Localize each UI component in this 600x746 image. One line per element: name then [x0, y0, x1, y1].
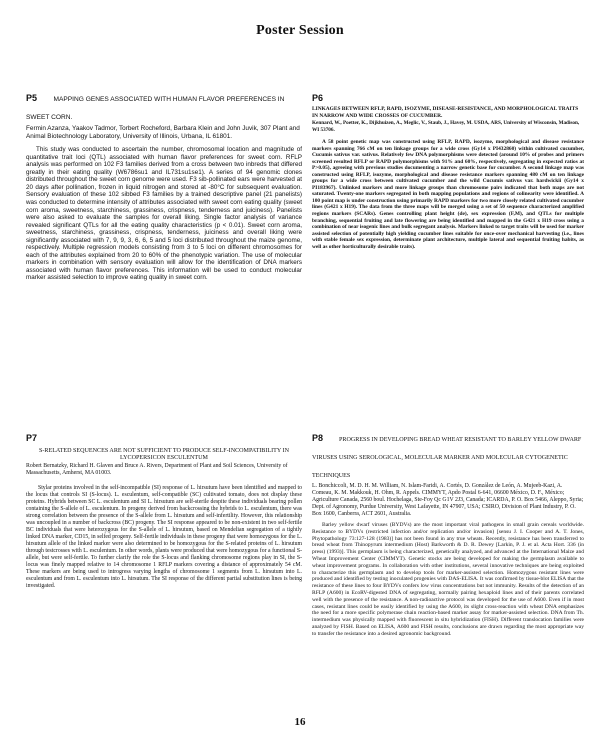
- abstract-number: P7: [26, 433, 38, 443]
- abstract-heading: [26, 88, 302, 124]
- abstract-body: A 58 point genetic map was constructed using RFLP, RAPD, isozyme, morphological and disease resistance markers spanning 766 cM on ten linkage groups for a wide cross (Gy14 x PI432860) within cultivated cucumber, Cucumis sativus var. sativus. Relatively few DNA polymorphisms were detected (around 10% of probes and primers screened resulted RFLP or RAPD polymorphisms with 91% and 60%, respectively, segregating in expected ratios at P>0.05), agreeing with previous studies documenting a narrow genetic base for cucumber. A second linkage map was constructed using RFLP, isozyme, morphological and disease resistance markers spanning 480 cM on ten linkage groups for a wide cross between cultivated cucumber and the wild Cucumis sativus var. hardwickii (Gy14 x PI183967). Unlinked markers and more linkage groups than chromosome pairs indicated that both maps are not saturated. Twenty-one markers segregated in both mapping populations and regions of colinearity were identified. A 100 point map is under construction using primarily RAPD markers for two more closely related cultivated cucumber lines (G421 x H19). The data from the three maps will be merged using a set of 50 sequence characterized amplified regions markers (SCARs). Genes controlling plant height (de), sex expression (F,M), and QTLs for multiple branching, sequential fruiting and late flowering are being identified and mapped in the G421 x H19 cross using a combination of near isogenic lines and bulk segregant analysis. Markers linked to target traits will be used for marker assisted selection of potentially high yielding cucumber lines suitable for once-over mechanical harvesting (i.e., lines with stable female sex expression, determinate plant architecture, multiple lateral and sequential fruiting habits, as well as other horticulturally desirable traits).: [312, 139, 584, 250]
- abstract-number: P8: [312, 433, 324, 443]
- abstract-title: LINKAGES BETWEEN RFLP, RAPD, ISOZYME, DISEASE-RESISTANCE, AND MORPHOLOGICAL TRAITS IN NARROW AND WIDE CROSSES OF CUCUMBER.: [312, 106, 579, 119]
- abstract-body: Stylar proteins involved in the self-incompatible (SI) response of L. hirsutum have been identified and mapped to the locus that controls SI (S-locus). L. esculentum, self-compatible (SC) cultivated tomato, does not display these proteins. Hybrids between SC L. esculentum and SI L. hirsutum are self-sterile despite these individuals bearing pollen containing the S-allele of L. esculentum. In progeny derived from backcrossing the hybrids to L. esculentum, there was strong correlation between the presence of the S-allele from L. hirsutum and self-infertility. However, this relationship was uncoupled in a number of backcross (BC) progeny. The SI response appeared to be non-existent in two self-fertile BC individuals that were heterozygous for the S-allele of L. hirsutum, based on Mendelian segregation of a tightly linked DNA marker, CD15, in selfed progeny. Self-fertile individuals in these progeny that were homozygous for the L. hirsutum allele of the linked marker were also determined to be homozygous for the S-related proteins of L. hirsutum through testcrosses with L. esculentum. In other words, plants were produced that were homozygous for a functional S-allele, but were self-fertile. To further clarify the role the S-locus and flanking chromosome regions play in SI, the S-locus was finely mapped relative to 14 chromosome 1 RFLP markers covering a distance of approximately 54 cM. These markers are being used to introgress varying lengths of chromosome 1 segments from L. hirsutum into L. esculentum and from L. esculentum into L. hirsutum. The SI response of the different partial substitution lines is being investigated.: [26, 485, 302, 589]
- abstract-title: S-RELATED SEQUENCES ARE NOT SUFFICIENT TO PRODUCE SELF-INCOMPATIBILITY IN LYCOPERSICON ESCULENTUM: [39, 448, 289, 462]
- abstract-p5: [26, 88, 302, 388]
- abstract-body: Barley yellow dwarf viruses (BYDVs) are the most important viral pathogens in small grain cereals worldwide. Resistance to BYDVs (restricted infection and/or replication and/or invasion) [sensu J. I. Cooper and A. T. Jones, Phytopathology 73:127-128 (1983)] has not been found in any true wheats. Recently, resistance has been transferred to bread wheat from Thinopyrum intermedium (Host) Barkworth & D. R. Dewey [Larkin, P. J. et al. Acta Hort. 336 (in press) (1993)]. This germplasm is being characterized, genetically analyzed, and advanced at the International Maize and Wheat Improvement Center (CIMMYT). Genetic stocks are being developed for making the germplasm available to wheat improvement programs. In collaboration with other institutions, several innovative techniques are being exploited to characterize this germplasm and to develop tools for marker-assisted selection. Homozygous resistant lines were produced and identified by testing inoculated progenies with DAS-ELISA. It was confirmed by tissue-blot ELISA that the resistance of these lines to four BYDVs confers low virus concentrations but not immunity. Results of the detection of an RFLP (A600) in EcoRV-digested DNA of segregating, normally pairing hexaploid lines and of their parents correlated well with the presence of the resistance. A non-radioactive protocol was developed for the use of A600. Even if in most cases, resistant lines could be easily identified by using the A600, its slight cross-reaction with wheat DNA emphasizes the need for a more specific polymerase chain reaction-based marker assay for marker-assisted selection. DNA from Th. intermedium was physically mapped with fluorescent in situ hybridization (FISH). Different translocation families were analyzed by FISH. Based on ELISA, A600 and FISH results, conclusions are drawn regarding the most appropriate way to transfer the resistance into a desired agronomic background.: [312, 522, 584, 637]
- abstract-authors: L. Bonchiccoli, M. D. H. M. William, N. Islam-Faridi, A. Cortés, D. González de León, A. Mujeeb-Kazi, A. Comeau, K. M. Makkouk, H. Ohm, R. Appels. CIMMYT, Apdo Postal 6-641, 06600 México, D. F., México; Agriculture Canada, 2560 boul. Hochelaga, Ste-Foy Qc G1V 2J3, Canada; ICARDA, P. O. Box 5466, Aleppo, Syria; Dept. of Agronomy, Purdue University, West Lafayette, IN 47907, USA; CSIRO, Division of Plant Industry, P. O. Box 1600, Canberra, ACT 2601, Australia.: [312, 483, 584, 517]
- abstract-authors: Kennard, W., Poetter, K., Dijkhuizen, A., Meglic, V., Staub, J., Havey, M. USDA, ARS, University of Wisconsin, Madison, WI 53706.: [312, 120, 580, 133]
- abstract-heading: [312, 428, 584, 482]
- abstract-title: MAPPING GENES ASSOCIATED WITH HUMAN FLAVOR PREFERENCES IN SWEET CORN.: [26, 96, 285, 121]
- page-number: 16: [294, 716, 306, 728]
- abstract-authors: Fermin Azanza, Yaakov Tadmor, Torbert Rocheford, Barbara Klein and John Juvik, 307 Plant and Animal Biotechnology Laboratory, University of Illinois, Urbana, IL 61801.: [26, 125, 300, 140]
- abstract-p8: [312, 428, 584, 690]
- abstract-p6: [312, 88, 584, 388]
- abstract-heading: [312, 88, 584, 106]
- abstract-authors: Robert Bernatzky, Richard H. Glaven and Bruce A. Rivers, Department of Plant and Soil Sciences, University of Massachusetts, Amherst, MA 01003.: [26, 463, 288, 477]
- abstract-number: P5: [26, 93, 38, 103]
- page-title: Poster Session: [256, 23, 344, 38]
- abstract-heading: [26, 428, 302, 446]
- abstract-title: PROGRESS IN DEVELOPING BREAD WHEAT RESISTANT TO BARLEY YELLOW DWARF VIRUSES USING SEROLOGICAL, MOLECULAR MARKER AND MOLECULAR CYTOGENETIC TECHNIQUES: [312, 437, 582, 479]
- abstract-number: P6: [312, 93, 324, 103]
- abstract-p7: [26, 428, 302, 690]
- abstract-body: This study was conducted to ascertain the number, chromosomal location and magnitude of quantitative trait loci (QTL) associated with human flavor preferences for sweet corn. RFLP analysis was performed on 102 F3 families derived from a cross between two inbreds that differed greatly in their eating quality (W6786su1 and IL731su1se1). A series of 94 genomic clones distributed throughout the sweet corn genome were used. F3 sib-pollinated ears were harvested at 20 days after pollination, frozen in liquid nitrogen and stored at -80°C for subsequent evaluation. Sensory evaluation of these 102 sibbed F3 families by a trained descriptive panel (21 panelists) was conducted to determine intensity of attributes associated with sweet corn eating quality (sweet corn aroma, sweetness, starchiness, grassiness, crispness, tenderness and juiciness). Panelists were also asked to evaluate the samples for overall liking. Single factor analysis of variance revealed significant QTLs for all the eating quality characteristics (p < 0.01). Sweet corn aroma, sweetness, starchiness, grassiness, crispness, tenderness, juiciness and overall liking were significantly associated with 7, 9, 9, 3, 6, 6, 5 and 5 loci distributed throughout the maize genome, respectively. Multiple regression models consisting from 3 to 5 loci on different chromosomes for each of the attributes explained from 20 to 60% of the phenotypic variation. The use of molecular markers in combination with sensory evaluation will allow for the identification of DNA markers associated with human flavor preferences. This information will be used to conduct molecular marker assisted selection to improve eating quality in sweet corn.: [26, 146, 302, 282]
